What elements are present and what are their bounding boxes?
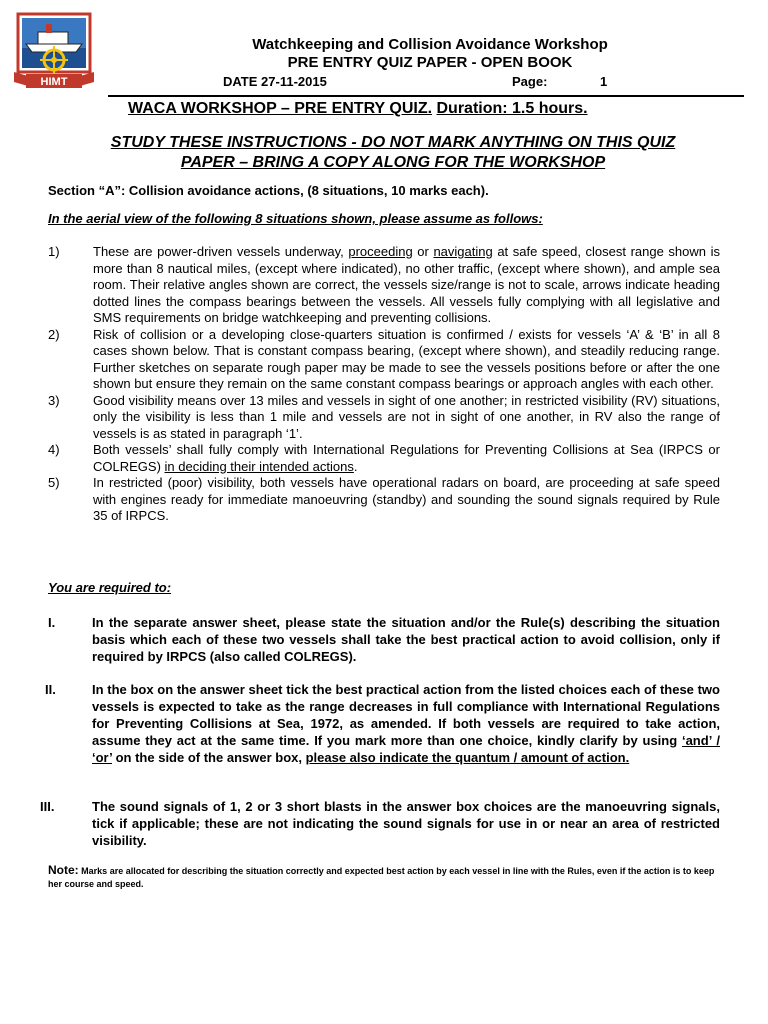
- requirement-item: [40, 798, 720, 849]
- header-title: Watchkeeping and Collision Avoidance Workshop: [252, 36, 608, 53]
- item-text: These are power-driven vessels underway, proceeding or navigating at safe speed, closest range shown is more than 8 nautical miles, (except where indicated), no other traffic, (except where shown), and ample sea room. Their relative angles shown are correct, the vessels size/range is not to scale, arrows indicate heading dotted lines the compass bearings between the vessels. All vessels fully complying with all legislative and SMS requirements on bridge watchkeeping and preventing collisions.: [93, 244, 720, 325]
- assumptions-list: [48, 244, 720, 525]
- header-subtitle: PRE ENTRY QUIZ PAPER - OPEN BOOK: [287, 54, 573, 71]
- item-text: In restricted (poor) visibility, both vessels have operational radars on board, are proceeding at safe speed with engines ready for immediate manoeuvring (standby) and sounding the sound signals required by Rule 35 of IRPCS.: [93, 475, 720, 523]
- note-text: Marks are allocated for describing the situation correctly and expected best action by each vessel in line with the Rules, even if the action is to keep her course and speed.: [48, 866, 715, 889]
- requirement-item: [40, 614, 720, 665]
- quiz-duration: Duration: 1.5 hours.: [436, 100, 588, 117]
- header-page-label: Page:: [512, 74, 548, 89]
- requirement-text: The sound signals of 1, 2 or 3 short blasts in the answer box choices are the manoeuvring signals, tick if applicable; these are not indicating the sound signals for use in or near an area of restricted visibility.: [92, 799, 720, 848]
- list-item: [48, 327, 720, 393]
- item-text: Good visibility means over 13 miles and vessels in sight of one another; in restricted visibility (RV) situations, only the visibility is less than 1 mile and vessels are not in sight of one another, in RV also the range of vessels is as stated in paragraph ‘1’.: [93, 392, 720, 441]
- himt-logo: [12, 12, 96, 90]
- requirement-number: I.: [48, 615, 56, 630]
- requirement-item: [40, 681, 720, 766]
- header-page-number: 1: [600, 74, 608, 89]
- quiz-title: [128, 100, 588, 118]
- instructions-line-1: STUDY THESE INSTRUCTIONS - DO NOT MARK ANYTHING ON THIS QUIZ: [110, 134, 676, 151]
- header-date: DATE 27-11-2015: [223, 74, 327, 89]
- item-number: 5): [48, 475, 60, 490]
- item-text: Both vessels’ shall fully comply with International Regulations for Preventing Collisions at Sea (IRPCS or COLREGS) in deciding their intended actions.: [93, 442, 720, 474]
- note: [48, 864, 720, 891]
- instructions-line-2: PAPER – BRING A COPY ALONG FOR THE WORKSHOP: [180, 154, 606, 171]
- logo-text: HIMT: [40, 76, 68, 88]
- list-item: [48, 244, 720, 327]
- list-item: [48, 442, 720, 475]
- requirement-number: II.: [45, 682, 56, 697]
- item-number: 4): [48, 442, 60, 457]
- requirement-text: In the box on the answer sheet tick the best practical action from the listed choices each of these two vessels is expected to take as the range decreases in full compliance with International Regulations for Preventing Collisions at Sea, 1972, as amended. If both vessels are required to take action, assume they act at the same time. If you mark more than one choice, kindly clarify by using ‘and’ / ‘or’ on the side of the answer box, please also indicate the quantum / amount of action.: [92, 682, 720, 765]
- study-instructions: [48, 133, 738, 173]
- section-a-heading: Section “A”: Collision avoidance actions, (8 situations, 10 marks each).: [48, 183, 489, 198]
- quiz-title-main: WACA WORKSHOP – PRE ENTRY QUIZ.: [128, 100, 433, 117]
- item-number: 3): [48, 392, 60, 408]
- item-text: Risk of collision or a developing close-quarters situation is confirmed / exists for vessels ‘A’ & ‘B’ in all 8 cases shown below. That is constant compass bearing, (except where shown), and steadily reducing range. Further sketches on separate rough paper may be made to see the vessels positions before or after the one shown but ensure they remain on the same constant compass bearings or approach angles with each other.: [93, 326, 720, 391]
- item-number: 2): [48, 326, 60, 342]
- required-heading: You are required to:: [48, 580, 172, 595]
- note-label: Note:: [48, 863, 79, 877]
- item-number: 1): [48, 244, 60, 259]
- aerial-view-heading: In the aerial view of the following 8 situations shown, please assume as follows:: [48, 211, 543, 226]
- requirement-text: In the separate answer sheet, please state the situation and/or the Rule(s) describing the situation basis which each of these two vessels shall take the best practical action to avoid collision, only if required by IRPCS (also called COLREGS).: [92, 615, 720, 664]
- requirement-number: III.: [40, 799, 55, 814]
- header-divider: [108, 95, 744, 97]
- list-item: [48, 393, 720, 443]
- list-item: [48, 475, 720, 525]
